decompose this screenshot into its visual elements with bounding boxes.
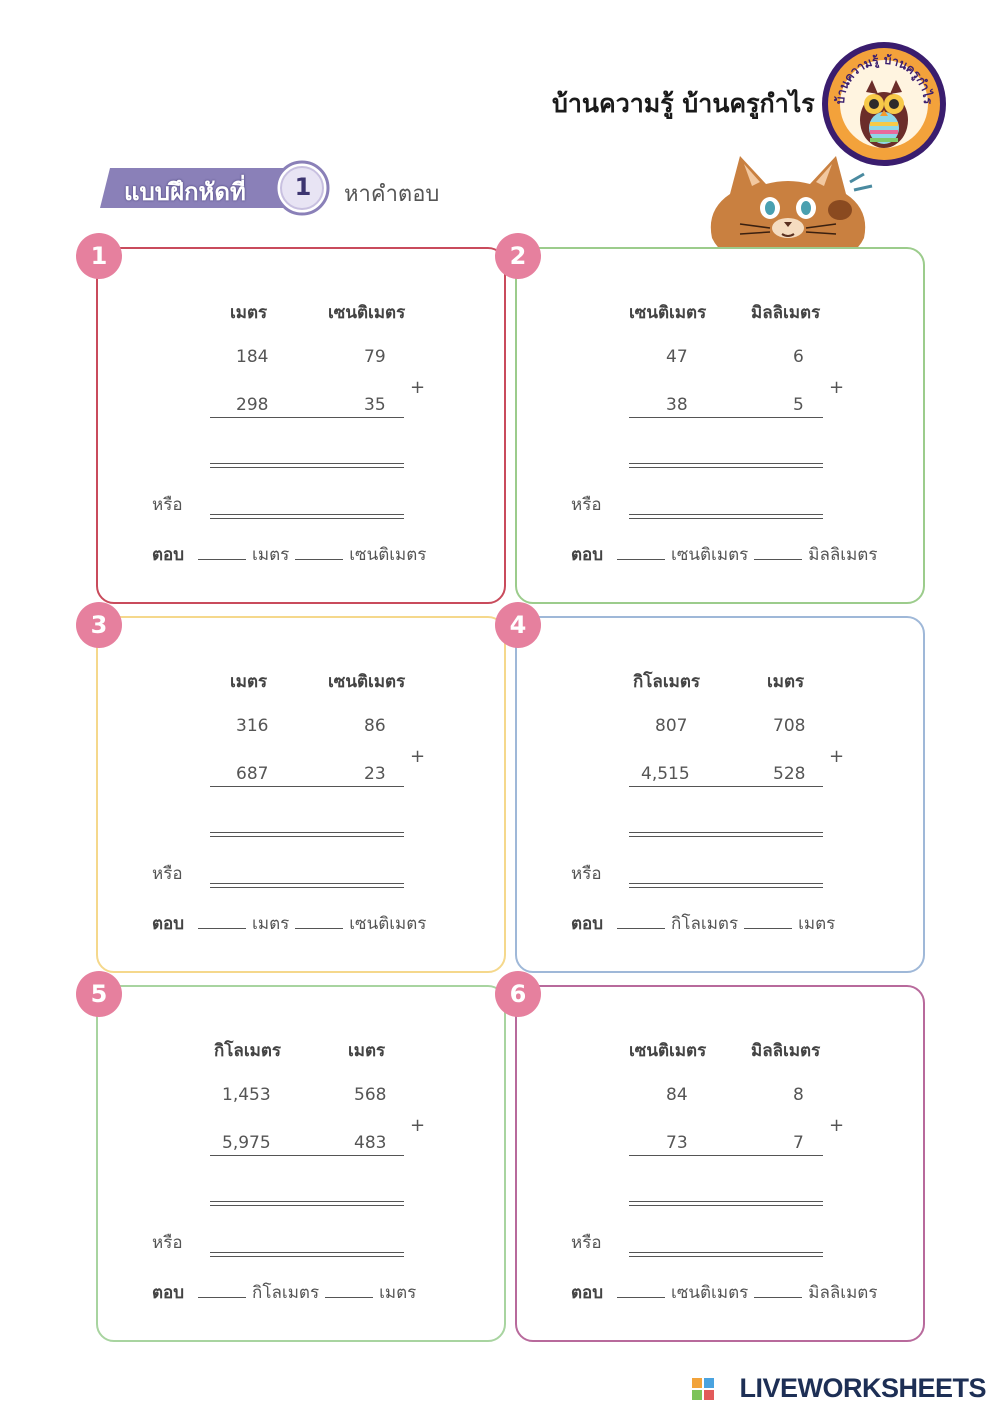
or-answer-line[interactable] — [629, 1252, 823, 1257]
owl-logo-icon — [820, 40, 948, 168]
addend-1-b: 86 — [364, 716, 386, 736]
answer-unit-a: เมตร — [252, 545, 290, 565]
answer-blank-a[interactable] — [198, 916, 246, 929]
answer-label: ตอบ — [571, 545, 604, 565]
unit-header-a: กิโลเมตร — [214, 1041, 282, 1061]
answer-blank-b[interactable] — [295, 916, 343, 929]
addend-2-a: 5,975 — [222, 1133, 271, 1153]
answer-line[interactable] — [210, 463, 404, 468]
answer-unit-b: เมตร — [798, 914, 836, 934]
unit-header-a: เซนติเมตร — [629, 303, 707, 323]
addend-2-b: 483 — [354, 1133, 387, 1153]
answer-unit-a: กิโลเมตร — [671, 914, 739, 934]
or-answer-line[interactable] — [210, 883, 404, 888]
addend-2-a: 298 — [236, 395, 269, 415]
exercise-label: แบบฝึกหัดที่ — [124, 178, 246, 206]
sum-line — [629, 786, 823, 787]
or-answer-line[interactable] — [210, 1252, 404, 1257]
unit-header-a: เมตร — [230, 672, 268, 692]
liveworksheets-logo-icon — [692, 1378, 714, 1400]
unit-header-b: เมตร — [767, 672, 805, 692]
problem-number-badge: 6 — [495, 971, 541, 1017]
answer-blank-b[interactable] — [754, 547, 802, 560]
addend-2-b: 23 — [364, 764, 386, 784]
addend-1-b: 708 — [773, 716, 806, 736]
answer-blank-b[interactable] — [325, 1285, 373, 1298]
footer-brand: LIVEWORKSHEETS — [739, 1373, 986, 1403]
or-answer-line[interactable] — [629, 514, 823, 519]
addend-1-a: 84 — [666, 1085, 688, 1105]
or-label: หรือ — [571, 864, 602, 884]
problem-number-badge: 2 — [495, 233, 541, 279]
addend-1-b: 8 — [793, 1085, 804, 1105]
answer-row — [152, 541, 432, 568]
problem-number-badge: 3 — [76, 602, 122, 648]
answer-unit-b: เมตร — [379, 1283, 417, 1303]
answer-blank-a[interactable] — [198, 547, 246, 560]
or-label: หรือ — [152, 864, 183, 884]
problem-card-5 — [90, 980, 506, 1342]
exercise-number: 1 — [294, 173, 312, 201]
addend-1-a: 47 — [666, 347, 688, 367]
sum-line — [629, 1155, 823, 1156]
answer-unit-a: เซนติเมตร — [671, 545, 749, 565]
or-answer-line[interactable] — [210, 514, 404, 519]
instruction: หาคำตอบ — [344, 182, 440, 207]
answer-unit-a: กิโลเมตร — [252, 1283, 320, 1303]
problem-number-badge: 1 — [76, 233, 122, 279]
answer-row — [571, 541, 883, 568]
answer-row — [571, 1279, 883, 1306]
sum-line — [629, 417, 823, 418]
plus-sign: + — [829, 746, 845, 767]
answer-line[interactable] — [210, 1201, 404, 1206]
unit-header-a: เมตร — [230, 303, 268, 323]
answer-label: ตอบ — [152, 914, 185, 934]
answer-line[interactable] — [629, 832, 823, 837]
or-answer-line[interactable] — [629, 883, 823, 888]
sum-line — [210, 1155, 404, 1156]
or-label: หรือ — [152, 1233, 183, 1253]
addend-1-b: 79 — [364, 347, 386, 367]
or-label: หรือ — [152, 495, 183, 515]
addend-2-a: 4,515 — [641, 764, 690, 784]
answer-label: ตอบ — [152, 1283, 185, 1303]
addend-1-a: 184 — [236, 347, 269, 367]
answer-blank-b[interactable] — [295, 547, 343, 560]
addend-1-a: 1,453 — [222, 1085, 271, 1105]
answer-row — [152, 910, 432, 937]
unit-header-a: กิโลเมตร — [633, 672, 701, 692]
answer-label: ตอบ — [152, 545, 185, 565]
plus-sign: + — [410, 1115, 426, 1136]
answer-blank-a[interactable] — [617, 1285, 665, 1298]
or-label: หรือ — [571, 1233, 602, 1253]
answer-line[interactable] — [629, 1201, 823, 1206]
problem-card-3 — [90, 611, 506, 973]
sum-line — [210, 786, 404, 787]
answer-row — [571, 910, 841, 937]
problem-number-badge: 5 — [76, 971, 122, 1017]
addend-2-a: 38 — [666, 395, 688, 415]
plus-sign: + — [410, 377, 426, 398]
unit-header-b: มิลลิเมตร — [751, 303, 821, 323]
problem-card-4 — [509, 611, 925, 973]
or-label: หรือ — [571, 495, 602, 515]
answer-label: ตอบ — [571, 914, 604, 934]
answer-line[interactable] — [629, 463, 823, 468]
answer-blank-b[interactable] — [754, 1285, 802, 1298]
answer-unit-b: เซนติเมตร — [349, 914, 427, 934]
site-title: บ้านความรู้ บ้านครูกำไร — [552, 89, 815, 118]
answer-blank-a[interactable] — [198, 1285, 246, 1298]
addend-2-b: 7 — [793, 1133, 804, 1153]
answer-unit-b: มิลลิเมตร — [808, 1283, 878, 1303]
answer-label: ตอบ — [571, 1283, 604, 1303]
answer-unit-a: เมตร — [252, 914, 290, 934]
problem-card-2 — [509, 242, 925, 604]
unit-header-b: เซนติเมตร — [328, 303, 406, 323]
plus-sign: + — [829, 1115, 845, 1136]
addend-1-a: 807 — [655, 716, 688, 736]
problem-card-6 — [509, 980, 925, 1342]
problem-number-badge: 4 — [495, 602, 541, 648]
addend-1-b: 6 — [793, 347, 804, 367]
addend-2-b: 528 — [773, 764, 806, 784]
problem-card-1 — [90, 242, 506, 604]
plus-sign: + — [829, 377, 845, 398]
addend-2-a: 73 — [666, 1133, 688, 1153]
answer-line[interactable] — [210, 832, 404, 837]
answer-unit-b: เซนติเมตร — [349, 545, 427, 565]
answer-blank-a[interactable] — [617, 916, 665, 929]
answer-blank-b[interactable] — [744, 916, 792, 929]
answer-unit-a: เซนติเมตร — [671, 1283, 749, 1303]
addend-1-b: 568 — [354, 1085, 387, 1105]
plus-sign: + — [410, 746, 426, 767]
answer-unit-b: มิลลิเมตร — [808, 545, 878, 565]
logo-text: บ้านความรู้ บ้านครูกำไร — [832, 52, 936, 105]
unit-header-b: เซนติเมตร — [328, 672, 406, 692]
addend-2-a: 687 — [236, 764, 269, 784]
answer-row — [152, 1279, 422, 1306]
unit-header-b: เมตร — [348, 1041, 386, 1061]
sum-line — [210, 417, 404, 418]
addend-2-b: 5 — [793, 395, 804, 415]
addend-2-b: 35 — [364, 395, 386, 415]
unit-header-b: มิลลิเมตร — [751, 1041, 821, 1061]
answer-blank-a[interactable] — [617, 547, 665, 560]
addend-1-a: 316 — [236, 716, 269, 736]
unit-header-a: เซนติเมตร — [629, 1041, 707, 1061]
